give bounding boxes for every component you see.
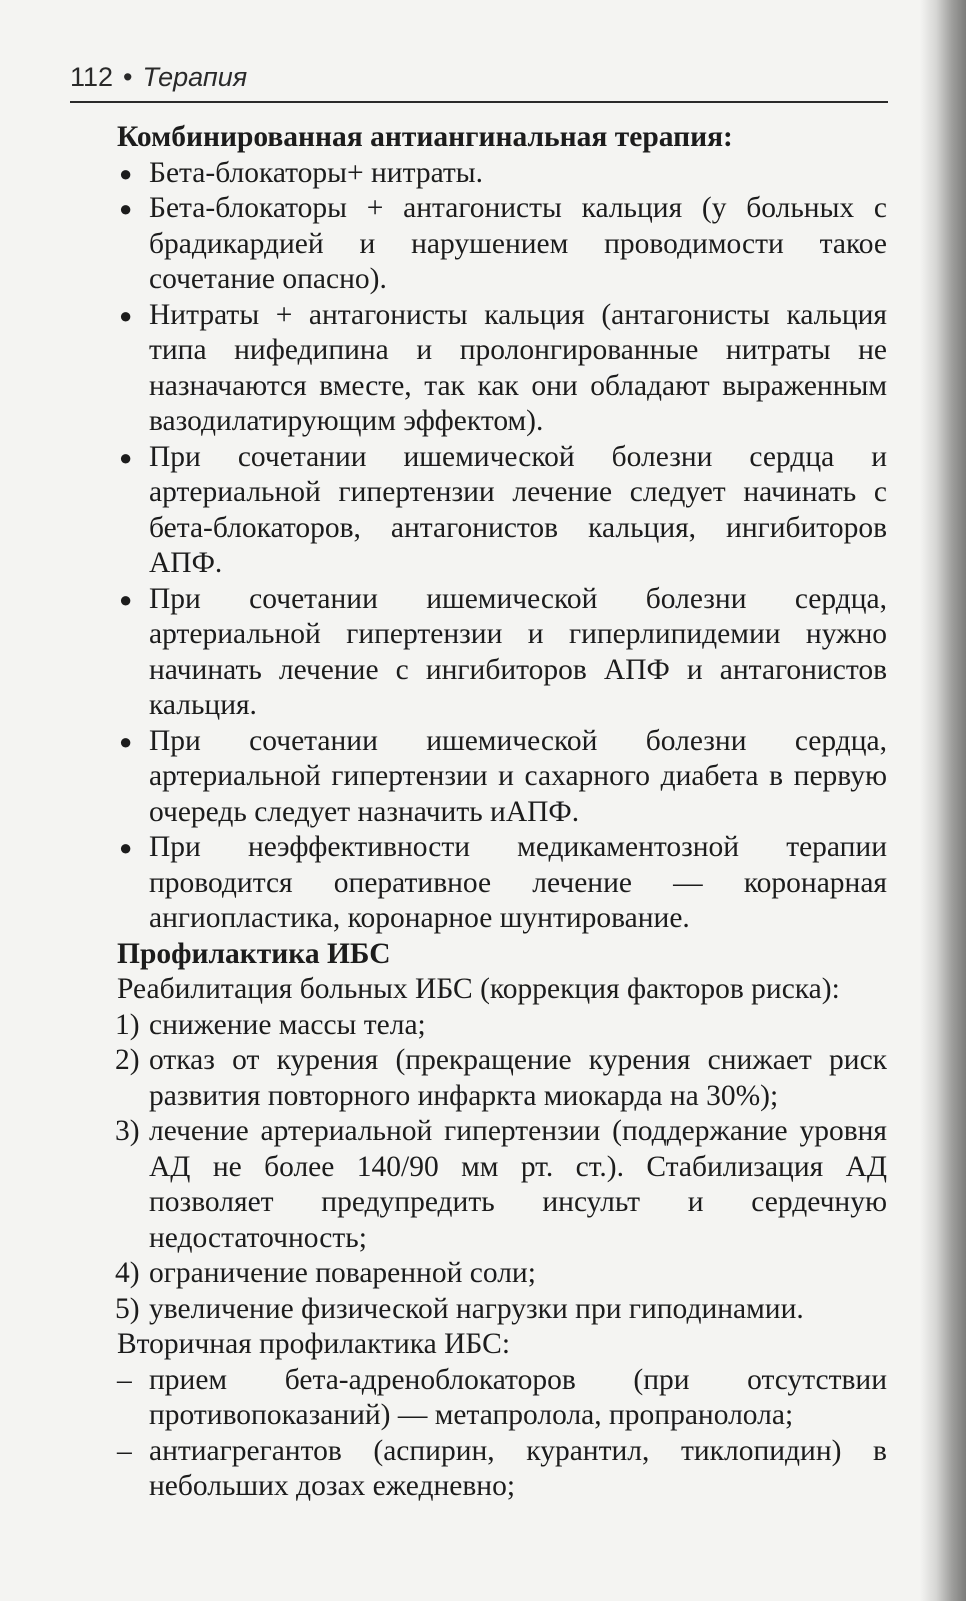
prevention-intro: Реабилитация больных ИБС (коррекция факторов риска): xyxy=(117,973,840,1005)
secondary-prevention-list xyxy=(117,1363,887,1505)
section-title: Терапия xyxy=(142,62,248,92)
list-item xyxy=(117,830,887,937)
list-item xyxy=(117,1434,887,1505)
list-item-text: При сочетании ишемической болезни сердца, артериальной гипертензии и гиперлипидемии нужно начинать лечение с ингибиторов АПФ и антагонистов кальция. xyxy=(149,582,887,721)
list-item xyxy=(117,1256,887,1292)
list-item xyxy=(117,1292,887,1328)
dash-icon: – xyxy=(117,1434,132,1467)
item-number: 3) xyxy=(115,1115,140,1147)
header-rule xyxy=(70,101,888,103)
list-item-text: снижение массы тела; xyxy=(149,1008,426,1041)
combined-therapy-list xyxy=(117,156,887,937)
list-item-text: При сочетании ишемической болезни сердца и артериальной гипертензии лечение следует начинать с бета-блокаторов, антагонистов кальция, ингибиторов АПФ. xyxy=(149,440,887,579)
list-item-text: Бета-блокаторы+ нитраты. xyxy=(149,156,483,189)
list-item-text: При неэффективности медикаментозной терапии проводится оперативное лечение — коронарная ангиопластика, коронарное шунтирование. xyxy=(149,831,887,934)
bullet-icon: ● xyxy=(119,728,133,754)
list-item xyxy=(117,1363,887,1434)
item-number: 4) xyxy=(115,1257,140,1289)
list-item-text: Бета-блокаторы + антагонисты кальция (у больных с брадикардией и нарушением проводимости такое сочетание опасно). xyxy=(149,192,887,295)
prevention-heading: Профилактика ИБС xyxy=(117,937,391,970)
page-body xyxy=(117,120,887,1505)
list-item xyxy=(117,298,887,440)
running-header xyxy=(70,62,890,100)
bullet-icon: ● xyxy=(119,444,133,470)
list-item xyxy=(117,1114,887,1256)
item-number: 1) xyxy=(115,1008,140,1041)
list-item xyxy=(117,1043,887,1114)
risk-factor-list xyxy=(117,1008,887,1328)
item-number: 2) xyxy=(115,1044,140,1076)
dash-icon: – xyxy=(117,1363,132,1396)
bullet-icon: ● xyxy=(119,586,133,612)
page-number: 112 xyxy=(70,62,114,92)
bullet-icon: ● xyxy=(119,302,133,328)
page-gutter-shadow xyxy=(920,0,966,1601)
list-item xyxy=(117,156,887,192)
combined-therapy-heading: Комбинированная антиангинальная терапия: xyxy=(117,121,733,153)
list-item-text: увеличение физической нагрузки при гиподинамии. xyxy=(149,1292,804,1325)
list-item xyxy=(117,724,887,831)
bullet-icon: ● xyxy=(119,196,133,221)
item-number: 5) xyxy=(115,1292,140,1325)
list-item-text: антиагрегантов (аспирин, курантил, тиклопидин) в небольших дозах ежедневно; xyxy=(149,1434,887,1502)
secondary-prevention-intro: Вторичная профилактика ИБС: xyxy=(117,1328,511,1360)
bullet-icon: ● xyxy=(119,835,133,860)
list-item xyxy=(117,191,887,298)
list-item xyxy=(117,440,887,582)
list-item-text: лечение артериальной гипертензии (поддержание уровня АД не более 140/90 мм рт. ст.). Стабилизация АД позволяет предупредить инсульт и сердечную недостаточность; xyxy=(149,1115,887,1254)
header-separator: • xyxy=(123,62,133,92)
list-item-text: отказ от курения (прекращение курения снижает риск развития повторного инфаркта миокарда на 30%); xyxy=(149,1044,887,1112)
list-item-text: Нитраты + антагонисты кальция (антагонисты кальция типа нифедипина и пролонгированные нитраты не назначаются вместе, так как они обладают выраженным вазодилатирующим эффектом). xyxy=(149,298,887,437)
list-item-text: ограничение поваренной соли; xyxy=(149,1257,536,1289)
list-item xyxy=(117,1008,887,1044)
list-item-text: При сочетании ишемической болезни сердца, артериальной гипертензии и сахарного диабета в первую очередь следует назначить иАПФ. xyxy=(149,724,887,828)
list-item xyxy=(117,582,887,724)
list-item-text: прием бета-адреноблокаторов (при отсутствии противопоказаний) — метапролола, пропранолола; xyxy=(149,1363,887,1431)
bullet-icon: ● xyxy=(119,160,133,186)
